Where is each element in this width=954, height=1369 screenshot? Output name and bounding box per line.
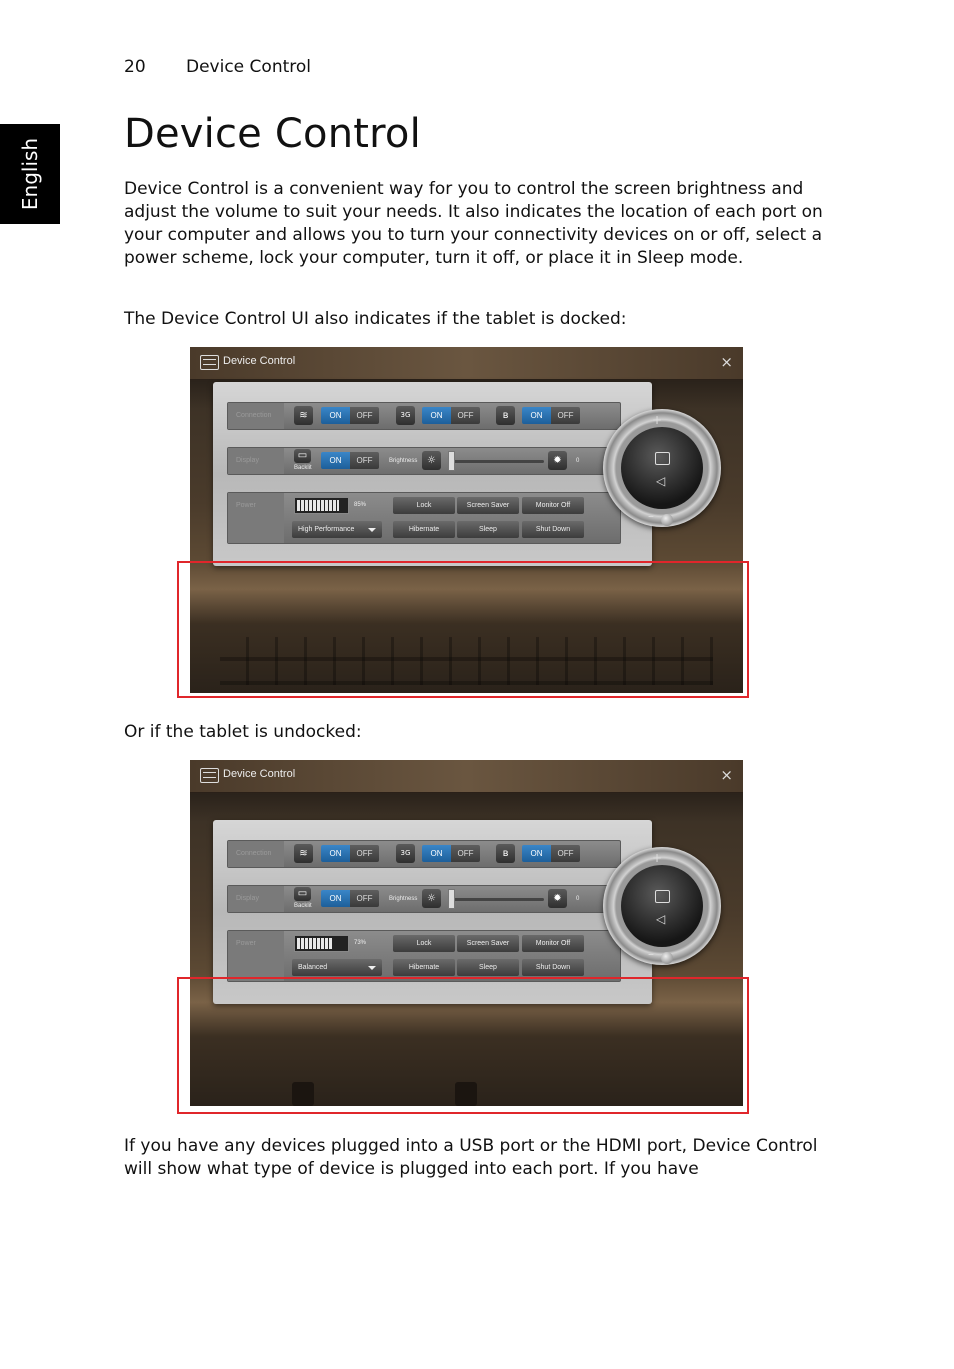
hibernate-button[interactable]: Hibernate xyxy=(393,521,455,538)
dock-highlight-box xyxy=(177,561,749,698)
bluetooth-icon: ʙ xyxy=(496,406,515,425)
shut-down-button[interactable]: Shut Down xyxy=(522,959,584,976)
display-row xyxy=(227,447,621,475)
display-label: Display xyxy=(228,886,284,912)
running-head-section: Device Control xyxy=(186,57,311,77)
screen-icon[interactable] xyxy=(655,452,670,465)
ports-paragraph: If you have any devices plugged into a USB port or the HDMI port, Device Control will show what type of device is plugged into each port. If you have xyxy=(124,1136,818,1179)
3g-icon: 3G xyxy=(396,844,415,863)
speaker-icon[interactable]: ◁ xyxy=(656,474,666,488)
brightness-high-icon[interactable]: ✹ xyxy=(548,451,567,470)
monitor-off-button[interactable]: Monitor Off xyxy=(522,935,584,952)
wifi-toggle[interactable] xyxy=(321,407,379,424)
close-icon[interactable]: × xyxy=(720,766,733,784)
battery-indicator xyxy=(294,497,349,514)
volume-knob[interactable] xyxy=(661,952,673,964)
close-icon[interactable]: × xyxy=(720,353,733,371)
screen-saver-button[interactable]: Screen Saver xyxy=(457,497,519,514)
battery-fill xyxy=(297,938,333,949)
window-titlebar xyxy=(190,347,743,380)
laptop-icon: ▭ xyxy=(294,887,311,901)
backlit-on[interactable]: ON xyxy=(321,452,350,469)
shut-down-button[interactable]: Shut Down xyxy=(522,521,584,538)
control-panel xyxy=(213,382,652,566)
brightness-high-icon[interactable]: ✹ xyxy=(548,889,567,908)
backlit-toggle[interactable] xyxy=(321,890,379,907)
connection-label: Connection xyxy=(228,841,284,867)
wifi-off[interactable]: OFF xyxy=(350,407,379,424)
3g-on[interactable]: ON xyxy=(422,407,451,424)
display-label: Display xyxy=(228,448,284,474)
brightness-low-icon[interactable]: ☼ xyxy=(422,889,441,908)
hibernate-button[interactable]: Hibernate xyxy=(393,959,455,976)
chevron-down-icon xyxy=(368,528,376,532)
power-scheme-dropdown[interactable] xyxy=(292,521,382,538)
volume-minus[interactable]: – xyxy=(648,509,654,523)
page-title: Device Control xyxy=(124,111,421,157)
display-row xyxy=(227,885,621,913)
wifi-icon: ≋ xyxy=(294,406,313,425)
bluetooth-toggle[interactable] xyxy=(522,845,580,862)
speaker-icon[interactable]: ◁ xyxy=(656,912,666,926)
intro-paragraph: Device Control is a convenient way for you to control the screen brightness and adjust the volume to suit your needs. It also indicates the location of each port on your computer and allows you to turn your connectivity devices on or off, select a power scheme, lock your computer, turn it off, or place it in Sleep mode. xyxy=(124,179,823,268)
bluetooth-on[interactable]: ON xyxy=(522,845,551,862)
docked-caption: The Device Control UI also indicates if the tablet is docked: xyxy=(124,309,627,329)
3g-off[interactable]: OFF xyxy=(451,845,480,862)
screen-icon[interactable] xyxy=(655,890,670,903)
3g-toggle[interactable] xyxy=(422,845,480,862)
dial-core[interactable] xyxy=(621,427,703,509)
power-row xyxy=(227,492,621,544)
window-title: Device Control xyxy=(223,355,296,367)
sleep-button[interactable]: Sleep xyxy=(457,959,519,976)
bluetooth-icon: ʙ xyxy=(496,844,515,863)
connection-row xyxy=(227,840,621,868)
brightness-slider[interactable] xyxy=(450,460,544,463)
bluetooth-off[interactable]: OFF xyxy=(551,845,580,862)
backlit-off[interactable]: OFF xyxy=(350,452,379,469)
bluetooth-toggle[interactable] xyxy=(522,407,580,424)
lock-button[interactable]: Lock xyxy=(393,497,455,514)
volume-dial[interactable] xyxy=(603,847,721,965)
power-row xyxy=(227,930,621,982)
brightness-slider[interactable] xyxy=(450,898,544,901)
3g-toggle[interactable] xyxy=(422,407,480,424)
brightness-label: Brightness xyxy=(389,458,418,464)
wifi-icon: ≋ xyxy=(294,844,313,863)
brightness-slider-knob[interactable] xyxy=(448,451,455,471)
language-label: English xyxy=(18,137,42,211)
backlit-label: Backlit xyxy=(294,903,312,909)
sleep-button[interactable]: Sleep xyxy=(457,521,519,538)
power-scheme-value: High Performance xyxy=(298,526,355,533)
connection-label: Connection xyxy=(228,403,284,429)
laptop-icon: ▭ xyxy=(294,449,311,463)
running-head xyxy=(124,57,311,77)
lock-button[interactable]: Lock xyxy=(393,935,455,952)
wifi-toggle[interactable] xyxy=(321,845,379,862)
battery-indicator xyxy=(294,935,349,952)
power-scheme-value: Balanced xyxy=(298,964,328,971)
dock-highlight-box xyxy=(177,977,749,1114)
backlit-toggle[interactable] xyxy=(321,452,379,469)
undocked-caption: Or if the tablet is undocked: xyxy=(124,722,362,742)
battery-percent: 73% xyxy=(354,940,367,946)
brightness-value: 0 xyxy=(576,896,580,902)
battery-fill xyxy=(297,500,339,511)
screen-saver-button[interactable]: Screen Saver xyxy=(457,935,519,952)
wifi-off[interactable]: OFF xyxy=(350,845,379,862)
brightness-value: 0 xyxy=(576,458,580,464)
volume-minus[interactable]: – xyxy=(648,947,654,961)
brightness-slider-knob[interactable] xyxy=(448,889,455,909)
wifi-on[interactable]: ON xyxy=(321,845,350,862)
volume-dial[interactable] xyxy=(603,409,721,527)
connection-row xyxy=(227,402,621,430)
power-label: Power xyxy=(228,493,284,543)
page-number: 20 xyxy=(124,57,146,77)
power-label: Power xyxy=(228,931,284,981)
dial-core[interactable] xyxy=(621,865,703,947)
wifi-on[interactable]: ON xyxy=(321,407,350,424)
backlit-on[interactable]: ON xyxy=(321,890,350,907)
bluetooth-on[interactable]: ON xyxy=(522,407,551,424)
volume-plus[interactable]: + xyxy=(652,851,663,865)
chevron-down-icon xyxy=(368,966,376,970)
settings-sliders-icon xyxy=(200,355,219,370)
window-title: Device Control xyxy=(223,768,296,780)
battery-percent: 85% xyxy=(354,502,367,508)
3g-off[interactable]: OFF xyxy=(451,407,480,424)
volume-knob[interactable] xyxy=(661,514,673,526)
brightness-low-icon[interactable]: ☼ xyxy=(422,451,441,470)
backlit-label: Backlit xyxy=(294,465,312,471)
bluetooth-off[interactable]: OFF xyxy=(551,407,580,424)
3g-icon: 3G xyxy=(396,406,415,425)
monitor-off-button[interactable]: Monitor Off xyxy=(522,497,584,514)
brightness-label: Brightness xyxy=(389,896,418,902)
settings-sliders-icon xyxy=(200,768,219,783)
language-side-tab xyxy=(0,124,60,224)
volume-plus[interactable]: + xyxy=(652,413,663,427)
backlit-off[interactable]: OFF xyxy=(350,890,379,907)
3g-on[interactable]: ON xyxy=(422,845,451,862)
power-scheme-dropdown[interactable] xyxy=(292,959,382,976)
window-titlebar xyxy=(190,760,743,793)
